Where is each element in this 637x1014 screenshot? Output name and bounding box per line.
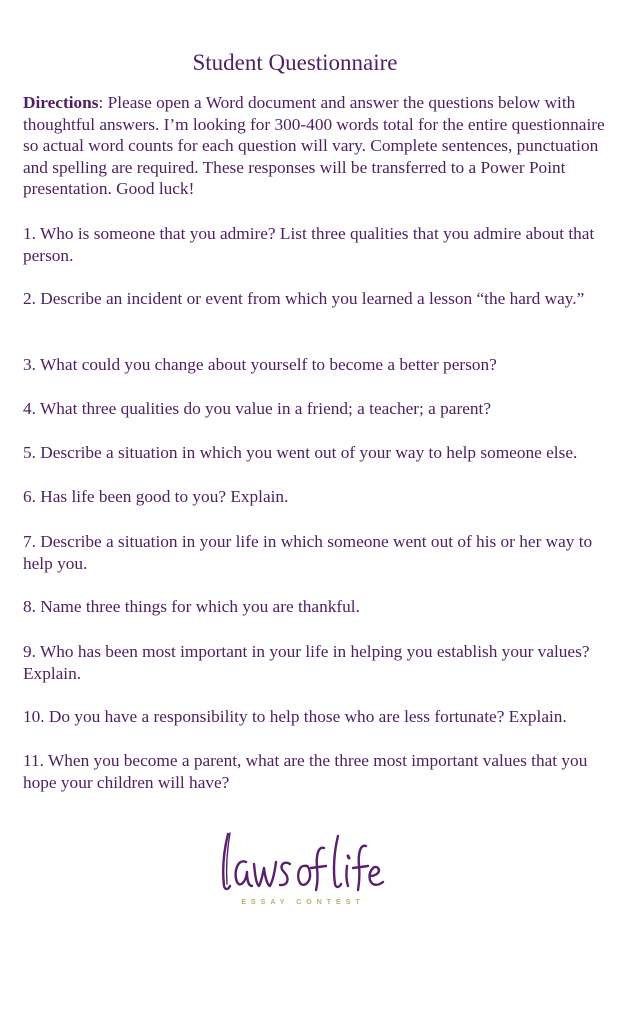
directions-text: : Please open a Word document and answer the questions below with thoughtful answers. I’m looking for 300-400 words total for the entire questionnaire so actual word counts for each question will vary. Complete sentences, punctuation and spelling are required. These responses will be transferred to a Power Point presentation. Good luck! <box>23 93 605 198</box>
question-4: 4. What three qualities do you value in a friend; a teacher; a parent? <box>23 399 491 418</box>
laws-of-life-logo <box>216 828 391 908</box>
question-11: 11. When you become a parent, what are the three most important values that you hope your children will have? <box>23 751 588 792</box>
page-title: Student Questionnaire <box>192 50 398 75</box>
question-8: 8. Name three things for which you are thankful. <box>23 597 360 616</box>
question-9: 9. Who has been most important in your life in helping you establish your values? Explain. <box>23 642 590 683</box>
question-5: 5. Describe a situation in which you went out of your way to help someone else. <box>23 443 578 462</box>
question-3: 3. What could you change about yourself to become a better person? <box>23 355 497 374</box>
question-6: 6. Has life been good to you? Explain. <box>23 487 289 506</box>
question-10: 10. Do you have a responsibility to help those who are less fortunate? Explain. <box>23 707 567 726</box>
directions-paragraph <box>23 92 608 200</box>
question-2: 2. Describe an incident or event from which you learned a lesson “the hard way.” <box>23 289 585 308</box>
question-1: 1. Who is someone that you admire? List three qualities that you admire about that person. <box>23 224 595 265</box>
directions-label: Directions <box>23 93 99 112</box>
logo-tagline: ESSAY CONTEST <box>241 899 365 906</box>
question-7: 7. Describe a situation in your life in which someone went out of his or her way to help you. <box>23 532 593 573</box>
